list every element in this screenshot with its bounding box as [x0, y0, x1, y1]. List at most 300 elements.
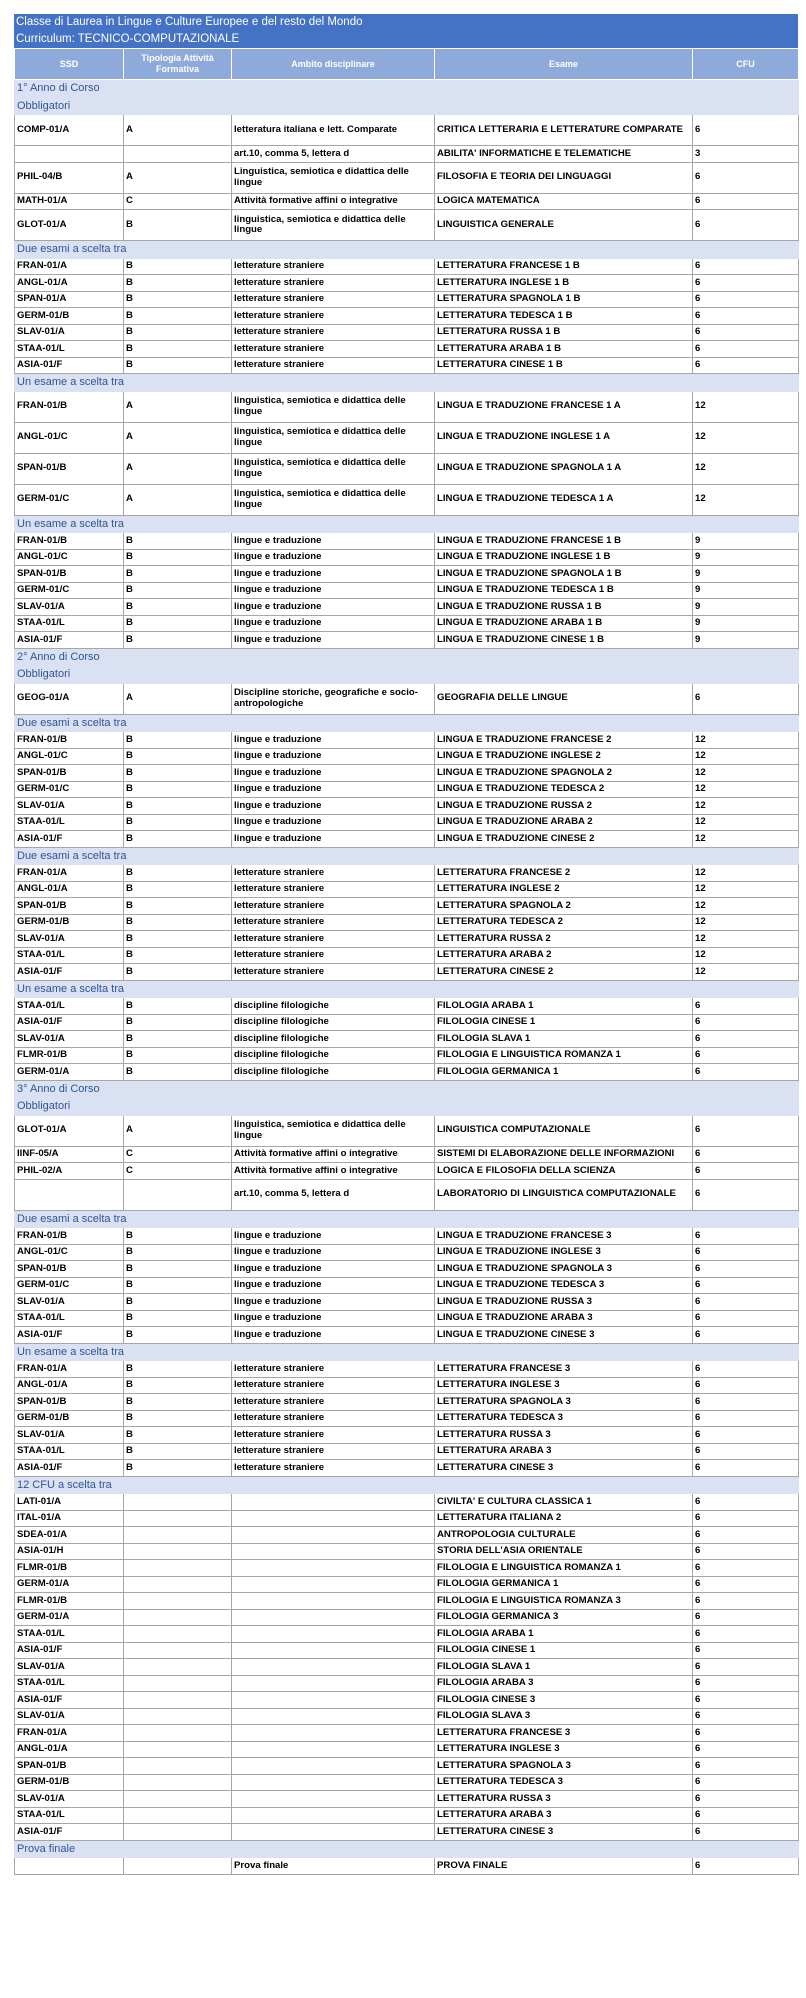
cell-ssd: SLAV-01/A: [15, 1659, 124, 1676]
table-row: [15, 1791, 799, 1808]
table-row: [15, 1659, 799, 1676]
cell-cfu: 6: [693, 1593, 799, 1610]
table-row: [15, 1277, 799, 1294]
cell-ssd: SLAV-01/A: [15, 1031, 124, 1048]
cell-tipologia: B: [124, 582, 232, 599]
cell-esame: LETTERATURA RUSSA 2: [435, 931, 693, 948]
cell-cfu: 9: [693, 615, 799, 632]
cell-cfu: 12: [693, 914, 799, 931]
table-row: [15, 931, 799, 948]
cell-ssd: GERM-01/C: [15, 781, 124, 798]
table-row: [15, 146, 799, 163]
cell-esame: LETTERATURA RUSSA 3: [435, 1427, 693, 1444]
cell-esame: LETTERATURA TEDESCA 3: [435, 1774, 693, 1791]
cell-ssd: ANGL-01/C: [15, 422, 124, 453]
cell-ssd: GERM-01/A: [15, 1576, 124, 1593]
cell-ambito: lingue e traduzione: [232, 549, 435, 566]
cell-ambito: linguistica, semiotica e didattica delle lingue: [232, 484, 435, 515]
cell-tipologia: B: [124, 341, 232, 358]
table-row: [15, 1576, 799, 1593]
table-row: [15, 748, 799, 765]
cell-tipologia: B: [124, 308, 232, 325]
cell-esame: LINGUA E TRADUZIONE TEDESCA 3: [435, 1277, 693, 1294]
table-row: [15, 1494, 799, 1511]
cell-esame: FILOLOGIA GERMANICA 1: [435, 1064, 693, 1081]
cell-ambito: Attività formative affini o integrative: [232, 1163, 435, 1180]
cell-esame: LABORATORIO DI LINGUISTICA COMPUTAZIONALE: [435, 1179, 693, 1210]
cell-cfu: 6: [693, 1576, 799, 1593]
table-row: [15, 1310, 799, 1327]
cell-tipologia: A: [124, 683, 232, 714]
cell-esame: LINGUA E TRADUZIONE FRANCESE 3: [435, 1228, 693, 1245]
cell-esame: LINGUA E TRADUZIONE INGLESE 3: [435, 1244, 693, 1261]
cell-ambito: lingue e traduzione: [232, 781, 435, 798]
table-row: [15, 683, 799, 714]
cell-cfu: 6: [693, 1377, 799, 1394]
cell-ambito: lingue e traduzione: [232, 1228, 435, 1245]
cell-ambito: letterature straniere: [232, 1361, 435, 1378]
section-header-row: [15, 374, 799, 392]
section-label: Due esami a scelta tra: [15, 847, 799, 865]
section-label: Due esami a scelta tra: [15, 1210, 799, 1228]
cell-cfu: 6: [693, 324, 799, 341]
cell-esame: ANTROPOLOGIA CULTURALE: [435, 1527, 693, 1544]
cell-esame: LINGUA E TRADUZIONE SPAGNOLA 3: [435, 1261, 693, 1278]
table-row: [15, 1824, 799, 1841]
cell-tipologia: B: [124, 881, 232, 898]
cell-ssd: SPAN-01/B: [15, 1758, 124, 1775]
cell-esame: LINGUA E TRADUZIONE CINESE 3: [435, 1327, 693, 1344]
cell-esame: LETTERATURA CINESE 2: [435, 964, 693, 981]
cell-ambito: letterature straniere: [232, 291, 435, 308]
cell-tipologia: B: [124, 947, 232, 964]
cell-tipologia: B: [124, 732, 232, 749]
cell-esame: LINGUA E TRADUZIONE RUSSA 2: [435, 798, 693, 815]
cell-ambito: [232, 1807, 435, 1824]
cell-cfu: 6: [693, 1460, 799, 1477]
table-row: [15, 1543, 799, 1560]
cell-ssd: STAA-01/L: [15, 341, 124, 358]
cell-tipologia: [124, 1774, 232, 1791]
table-row: [15, 615, 799, 632]
table-row: [15, 798, 799, 815]
cell-ssd: ANGL-01/C: [15, 549, 124, 566]
cell-tipologia: B: [124, 1427, 232, 1444]
cell-ambito: [232, 1494, 435, 1511]
table-body: [15, 80, 799, 1875]
table-row: [15, 898, 799, 915]
cell-ambito: letterature straniere: [232, 947, 435, 964]
table-row: [15, 1394, 799, 1411]
cell-tipologia: B: [124, 1014, 232, 1031]
cell-ambito: discipline filologiche: [232, 1031, 435, 1048]
table-row: [15, 1047, 799, 1064]
cell-esame: LINGUA E TRADUZIONE FRANCESE 1 B: [435, 533, 693, 550]
cell-tipologia: A: [124, 484, 232, 515]
cell-tipologia: B: [124, 1410, 232, 1427]
cell-ambito: lingue e traduzione: [232, 615, 435, 632]
table-row: [15, 1361, 799, 1378]
cell-cfu: 6: [693, 998, 799, 1015]
table-row: [15, 341, 799, 358]
table-row: [15, 1179, 799, 1210]
section-label: Prova finale: [15, 1840, 799, 1858]
section-label: 2° Anno di Corso: [15, 648, 799, 666]
cell-esame: FILOLOGIA ARABA 1: [435, 998, 693, 1015]
cell-esame: FILOLOGIA ARABA 3: [435, 1675, 693, 1692]
col-header-ambito: Ambito disciplinare: [232, 49, 435, 80]
cell-tipologia: [124, 1576, 232, 1593]
table-row: [15, 291, 799, 308]
table-row: [15, 964, 799, 981]
table-row: [15, 549, 799, 566]
cell-cfu: 6: [693, 1560, 799, 1577]
cell-cfu: 12: [693, 881, 799, 898]
table-row: [15, 1294, 799, 1311]
cell-ambito: Prova finale: [232, 1858, 435, 1875]
cell-ambito: lingue e traduzione: [232, 1294, 435, 1311]
cell-esame: FILOLOGIA GERMANICA 3: [435, 1609, 693, 1626]
cell-esame: LOGICA MATEMATICA: [435, 193, 693, 210]
cell-ambito: lingue e traduzione: [232, 732, 435, 749]
table-row: [15, 324, 799, 341]
cell-cfu: 12: [693, 831, 799, 848]
cell-ssd: GERM-01/C: [15, 1277, 124, 1294]
section-label: Due esami a scelta tra: [15, 714, 799, 732]
cell-tipologia: B: [124, 1228, 232, 1245]
cell-ssd: SLAV-01/A: [15, 599, 124, 616]
cell-cfu: 6: [693, 1609, 799, 1626]
cell-tipologia: [124, 1609, 232, 1626]
cell-ssd: FRAN-01/A: [15, 1361, 124, 1378]
cell-ambito: [232, 1609, 435, 1626]
cell-ssd: GERM-01/B: [15, 914, 124, 931]
table-row: [15, 1708, 799, 1725]
cell-tipologia: [124, 1741, 232, 1758]
section-label: 1° Anno di Corso: [15, 80, 799, 98]
cell-esame: PROVA FINALE: [435, 1858, 693, 1875]
cell-tipologia: [124, 1758, 232, 1775]
cell-ambito: letterature straniere: [232, 931, 435, 948]
cell-ssd: STAA-01/L: [15, 947, 124, 964]
cell-ambito: lingue e traduzione: [232, 765, 435, 782]
cell-ambito: letterature straniere: [232, 341, 435, 358]
cell-ssd: STAA-01/L: [15, 615, 124, 632]
cell-ambito: discipline filologiche: [232, 998, 435, 1015]
section-label: Un esame a scelta tra: [15, 1343, 799, 1361]
cell-esame: FILOLOGIA SLAVA 3: [435, 1708, 693, 1725]
section-header-row: [15, 1098, 799, 1116]
section-header-row: [15, 1343, 799, 1361]
cell-ambito: lingue e traduzione: [232, 1310, 435, 1327]
section-label: Un esame a scelta tra: [15, 980, 799, 998]
cell-esame: LETTERATURA SPAGNOLA 3: [435, 1758, 693, 1775]
cell-esame: LINGUA E TRADUZIONE SPAGNOLA 1 B: [435, 566, 693, 583]
cell-ssd: GERM-01/B: [15, 1774, 124, 1791]
courses-table: [14, 48, 799, 1875]
table-row: [15, 1460, 799, 1477]
cell-esame: ABILITA' INFORMATICHE E TELEMATICHE: [435, 146, 693, 163]
table-row: [15, 814, 799, 831]
cell-esame: LETTERATURA ARABA 3: [435, 1807, 693, 1824]
cell-tipologia: B: [124, 324, 232, 341]
table-row: [15, 1858, 799, 1875]
cell-tipologia: B: [124, 1277, 232, 1294]
cell-ssd: FRAN-01/A: [15, 258, 124, 275]
cell-ssd: ANGL-01/C: [15, 1244, 124, 1261]
cell-ssd: ASIA-01/F: [15, 1692, 124, 1709]
section-header-row: [15, 714, 799, 732]
cell-ambito: letterature straniere: [232, 1460, 435, 1477]
cell-esame: LETTERATURA CINESE 1 B: [435, 357, 693, 374]
cell-ssd: FRAN-01/B: [15, 533, 124, 550]
cell-ssd: STAA-01/L: [15, 1443, 124, 1460]
cell-cfu: 12: [693, 898, 799, 915]
cell-cfu: 6: [693, 1741, 799, 1758]
cell-tipologia: [124, 1642, 232, 1659]
cell-cfu: 9: [693, 566, 799, 583]
cell-cfu: 6: [693, 1626, 799, 1643]
cell-ambito: [232, 1725, 435, 1742]
cell-ssd: ASIA-01/F: [15, 1824, 124, 1841]
cell-ssd: GERM-01/A: [15, 1064, 124, 1081]
cell-ambito: letterature straniere: [232, 275, 435, 292]
cell-cfu: 6: [693, 1244, 799, 1261]
cell-ambito: [232, 1543, 435, 1560]
cell-cfu: 6: [693, 1310, 799, 1327]
section-label: Un esame a scelta tra: [15, 515, 799, 533]
table-row: [15, 865, 799, 882]
cell-ssd: LATI-01/A: [15, 1494, 124, 1511]
table-row: [15, 422, 799, 453]
table-row: [15, 1774, 799, 1791]
cell-ambito: letterature straniere: [232, 324, 435, 341]
cell-cfu: 9: [693, 549, 799, 566]
cell-tipologia: B: [124, 1294, 232, 1311]
cell-ssd: ASIA-01/F: [15, 357, 124, 374]
table-row: [15, 1725, 799, 1742]
section-label: Obbligatori: [15, 666, 799, 684]
table-row: [15, 1327, 799, 1344]
cell-esame: LETTERATURA FRANCESE 3: [435, 1725, 693, 1742]
cell-cfu: 12: [693, 931, 799, 948]
cell-cfu: 6: [693, 1510, 799, 1527]
cell-tipologia: B: [124, 1443, 232, 1460]
cell-ssd: ASIA-01/F: [15, 1460, 124, 1477]
table-row: [15, 357, 799, 374]
cell-ssd: SLAV-01/A: [15, 1708, 124, 1725]
cell-ambito: discipline filologiche: [232, 1064, 435, 1081]
section-header-row: [15, 980, 799, 998]
section-label: 12 CFU a scelta tra: [15, 1476, 799, 1494]
cell-tipologia: B: [124, 931, 232, 948]
cell-cfu: 6: [693, 1163, 799, 1180]
table-row: [15, 1626, 799, 1643]
cell-esame: LETTERATURA RUSSA 1 B: [435, 324, 693, 341]
cell-ambito: [232, 1708, 435, 1725]
cell-ssd: SDEA-01/A: [15, 1527, 124, 1544]
cell-cfu: 6: [693, 1014, 799, 1031]
cell-ambito: [232, 1791, 435, 1808]
cell-ssd: SLAV-01/A: [15, 324, 124, 341]
cell-cfu: 6: [693, 1228, 799, 1245]
table-row: [15, 115, 799, 146]
cell-ssd: STAA-01/L: [15, 814, 124, 831]
cell-ambito: lingue e traduzione: [232, 533, 435, 550]
cell-ambito: lingue e traduzione: [232, 582, 435, 599]
section-header-row: [15, 80, 799, 98]
cell-cfu: 12: [693, 814, 799, 831]
cell-esame: LETTERATURA FRANCESE 3: [435, 1361, 693, 1378]
cell-tipologia: B: [124, 615, 232, 632]
section-header-row: [15, 847, 799, 865]
cell-esame: FILOSOFIA E TEORIA DEI LINGUAGGI: [435, 162, 693, 193]
cell-ssd: SPAN-01/B: [15, 765, 124, 782]
cell-esame: LETTERATURA ARABA 2: [435, 947, 693, 964]
section-label: Obbligatori: [15, 97, 799, 115]
cell-cfu: 6: [693, 1725, 799, 1742]
cell-esame: LINGUA E TRADUZIONE RUSSA 1 B: [435, 599, 693, 616]
table-row: [15, 1609, 799, 1626]
cell-cfu: 6: [693, 1858, 799, 1875]
table-row: [15, 831, 799, 848]
cell-tipologia: B: [124, 798, 232, 815]
cell-ambito: [232, 1659, 435, 1676]
cell-ambito: linguistica, semiotica e didattica delle lingue: [232, 391, 435, 422]
cell-ssd: GLOT-01/A: [15, 1115, 124, 1146]
cell-ssd: SLAV-01/A: [15, 1791, 124, 1808]
cell-cfu: 9: [693, 533, 799, 550]
cell-tipologia: B: [124, 814, 232, 831]
cell-esame: FILOLOGIA CINESE 3: [435, 1692, 693, 1709]
cell-cfu: 6: [693, 1824, 799, 1841]
cell-esame: LETTERATURA SPAGNOLA 3: [435, 1394, 693, 1411]
cell-tipologia: B: [124, 357, 232, 374]
table-row: [15, 453, 799, 484]
section-header-row: [15, 241, 799, 259]
cell-ambito: [232, 1626, 435, 1643]
table-row: [15, 1443, 799, 1460]
cell-esame: LINGUA E TRADUZIONE TEDESCA 2: [435, 781, 693, 798]
cell-tipologia: A: [124, 162, 232, 193]
cell-ambito: letterature straniere: [232, 357, 435, 374]
cell-ssd: [15, 1179, 124, 1210]
cell-ambito: letterature straniere: [232, 1410, 435, 1427]
cell-ambito: lingue e traduzione: [232, 798, 435, 815]
cell-ssd: FRAN-01/B: [15, 732, 124, 749]
cell-cfu: 6: [693, 258, 799, 275]
cell-ambito: art.10, comma 5, lettera d: [232, 1179, 435, 1210]
cell-esame: LINGUA E TRADUZIONE FRANCESE 1 A: [435, 391, 693, 422]
table-row: [15, 1244, 799, 1261]
cell-ssd: ANGL-01/A: [15, 1741, 124, 1758]
cell-cfu: 12: [693, 781, 799, 798]
cell-esame: LINGUA E TRADUZIONE INGLESE 1 B: [435, 549, 693, 566]
cell-tipologia: B: [124, 1460, 232, 1477]
cell-ssd: PHIL-04/B: [15, 162, 124, 193]
cell-ssd: SPAN-01/B: [15, 1394, 124, 1411]
cell-ssd: GERM-01/B: [15, 1410, 124, 1427]
cell-ambito: [232, 1824, 435, 1841]
cell-cfu: 6: [693, 1115, 799, 1146]
table-row: [15, 1560, 799, 1577]
cell-tipologia: B: [124, 1047, 232, 1064]
table-row: [15, 533, 799, 550]
cell-esame: LINGUA E TRADUZIONE INGLESE 2: [435, 748, 693, 765]
section-header-row: [15, 1840, 799, 1858]
cell-tipologia: B: [124, 566, 232, 583]
cell-tipologia: B: [124, 765, 232, 782]
cell-tipologia: A: [124, 453, 232, 484]
sheet-title-bar: [14, 14, 798, 48]
cell-esame: LETTERATURA ITALIANA 2: [435, 1510, 693, 1527]
cell-cfu: 6: [693, 115, 799, 146]
cell-ambito: letteratura italiana e lett. Comparate: [232, 115, 435, 146]
section-header-row: [15, 648, 799, 666]
cell-tipologia: B: [124, 210, 232, 241]
cell-ambito: letterature straniere: [232, 964, 435, 981]
cell-esame: LINGUA E TRADUZIONE FRANCESE 2: [435, 732, 693, 749]
table-row: [15, 732, 799, 749]
table-row: [15, 193, 799, 210]
table-row: [15, 881, 799, 898]
cell-esame: STORIA DELL'ASIA ORIENTALE: [435, 1543, 693, 1560]
cell-ambito: [232, 1576, 435, 1593]
cell-ssd: GERM-01/B: [15, 308, 124, 325]
cell-ssd: ASIA-01/H: [15, 1543, 124, 1560]
table-row: [15, 1014, 799, 1031]
cell-ssd: PHIL-02/A: [15, 1163, 124, 1180]
section-label: Obbligatori: [15, 1098, 799, 1116]
cell-tipologia: [124, 1807, 232, 1824]
curriculum-sheet: [14, 14, 798, 1875]
cell-esame: CRITICA LETTERARIA E LETTERATURE COMPARATE: [435, 115, 693, 146]
cell-ssd: ANGL-01/A: [15, 275, 124, 292]
cell-ambito: lingue e traduzione: [232, 1277, 435, 1294]
cell-ambito: art.10, comma 5, lettera d: [232, 146, 435, 163]
cell-cfu: 6: [693, 1543, 799, 1560]
cell-tipologia: B: [124, 632, 232, 649]
cell-ambito: letterature straniere: [232, 1443, 435, 1460]
cell-ssd: STAA-01/L: [15, 1807, 124, 1824]
cell-esame: LETTERATURA INGLESE 3: [435, 1377, 693, 1394]
table-row: [15, 484, 799, 515]
cell-ssd: ITAL-01/A: [15, 1510, 124, 1527]
cell-cfu: 12: [693, 422, 799, 453]
cell-tipologia: [124, 1675, 232, 1692]
cell-cfu: 12: [693, 798, 799, 815]
cell-ssd: ASIA-01/F: [15, 1327, 124, 1344]
cell-tipologia: A: [124, 422, 232, 453]
cell-ambito: letterature straniere: [232, 1427, 435, 1444]
cell-esame: LINGUA E TRADUZIONE ARABA 3: [435, 1310, 693, 1327]
table-row: [15, 632, 799, 649]
cell-ambito: Discipline storiche, geografiche e socio-antropologiche: [232, 683, 435, 714]
cell-ambito: letterature straniere: [232, 1377, 435, 1394]
cell-tipologia: B: [124, 533, 232, 550]
cell-cfu: 6: [693, 1146, 799, 1163]
cell-cfu: 6: [693, 1791, 799, 1808]
cell-esame: FILOLOGIA E LINGUISTICA ROMANZA 1: [435, 1560, 693, 1577]
cell-ssd: GERM-01/C: [15, 484, 124, 515]
cell-ambito: letterature straniere: [232, 898, 435, 915]
cell-esame: LINGUA E TRADUZIONE SPAGNOLA 1 A: [435, 453, 693, 484]
cell-tipologia: C: [124, 1146, 232, 1163]
cell-cfu: 3: [693, 146, 799, 163]
section-header-row: [15, 515, 799, 533]
cell-ssd: SPAN-01/B: [15, 898, 124, 915]
cell-tipologia: [124, 146, 232, 163]
